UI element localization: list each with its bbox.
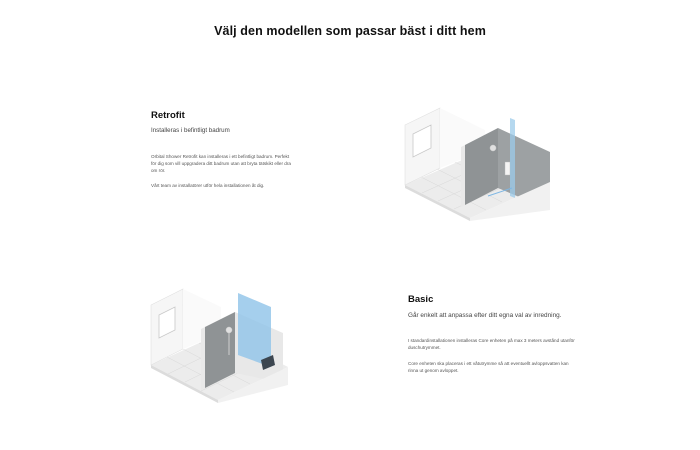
retrofit-title: Retrofit <box>151 110 185 121</box>
wall-edge <box>461 145 465 207</box>
basic-standard-installation: I standardinstallationen installeras Core enheten på max 3 meters avstånd utanför duschutrymmet. <box>408 338 575 351</box>
basic-core-placement: Core enheten ska placeras i ett våtutrymme så att eventuellt avloppsvatten kan rinna ut genom avloppet. <box>408 360 569 373</box>
basic-title: Basic <box>408 294 434 305</box>
glass-panel <box>238 293 271 367</box>
shower-head <box>490 145 496 151</box>
basic-subtitle: Går enkelt att anpassa efter ditt egna val av inredning. <box>408 312 562 319</box>
basic-bathroom-illustration <box>143 285 293 415</box>
shower-head <box>226 327 232 333</box>
retrofit-section <box>151 110 291 197</box>
retrofit-bathroom-illustration <box>395 100 560 235</box>
glass-panel <box>510 118 515 198</box>
retrofit-installation-note: Vårt team av installatörer utför hela installationen åt dig. <box>151 183 265 189</box>
control-panel <box>505 162 510 175</box>
basic-section <box>408 294 576 382</box>
retrofit-description: Orbital Shower Retrofit kan installeras i ett befintligt badrum. Perfekt för dig som vill uppgradera ditt badrum utan att bryta tätskikt eller dra om rör. <box>151 153 291 174</box>
wall-edge <box>201 327 205 390</box>
retrofit-subtitle: Installeras i befintligt badrum <box>151 127 230 134</box>
page-title: Välj den modellen som passar bäst i ditt hem <box>214 24 486 39</box>
